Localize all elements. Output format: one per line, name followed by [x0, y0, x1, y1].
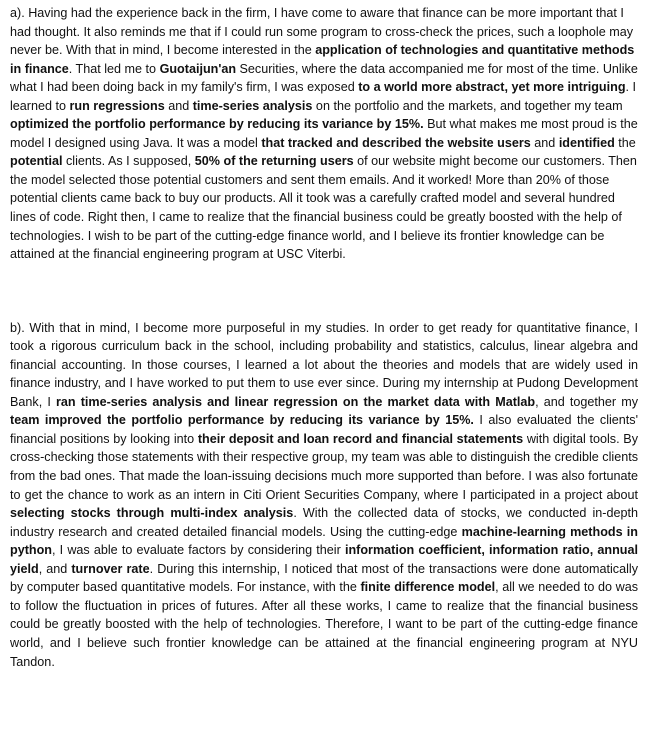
bold-phrase: application of technologies and quantitative methods in finance: [10, 43, 635, 76]
text-run: , I was able to evaluate factors by considering their: [51, 543, 345, 558]
text-run: and: [530, 135, 559, 150]
text-run: of our website might become our customers. Then the model selected those potential customers and sent them emails. And it worked! More than 20% of those potential clients came back to buy our products. All it took was a carefully crafted model and several hundred lines of code. Right then, I came to realize that the financial business could be greatly boosted with the help of technologies. I wish to be part of the cutting-edge finance world, and I believe its frontier knowledge can be attained at the financial engineering program at USC Viterbi.: [10, 154, 637, 262]
bold-phrase: that tracked and described the website users: [261, 135, 531, 150]
bold-phrase: ran time-series analysis and linear regression on the market data with Matlab: [55, 394, 536, 409]
text-run: But what makes me most proud is the model I designed using Java. It was a model: [10, 117, 638, 150]
text-run: I also evaluated the clients' financial positions by looking into: [10, 413, 638, 446]
bold-phrase: run regressions: [69, 98, 165, 113]
bold-phrase: to a world more abstract, yet more intriguing: [358, 80, 626, 95]
paragraph-b: [10, 319, 638, 671]
text-run: . I learned to: [10, 80, 637, 113]
bold-phrase: selecting stocks through multi-index analysis: [10, 506, 294, 521]
text-run: Securities, where the data accompanied me for most of the time. Unlike what I had been doing back in my family's firm, I was exposed: [10, 61, 638, 95]
bold-phrase: turnover rate: [71, 561, 150, 576]
document-body: [10, 4, 638, 671]
text-run: clients. As I supposed,: [62, 154, 195, 169]
text-run: , and together my: [535, 394, 639, 409]
bold-phrase: identified: [558, 135, 615, 150]
paragraph-a: [10, 4, 638, 264]
text-run: . With the collected data of stocks, we conducted in-depth industry research and created detailed financial models. Using the cutting-edge: [10, 506, 638, 539]
bold-phrase: Guotaijun'an: [159, 61, 237, 76]
bold-phrase: machine-learning methods in python: [10, 524, 638, 558]
bold-phrase: their deposit and loan record and financial statements: [197, 431, 524, 446]
text-run: with digital tools. By cross-checking those statements with their respective group, my team was able to distinguish the credible clients from the bad ones. That made the loan-issuing decisions much more supported than before. I was also fortunate to get the chance to work as an intern in Citi Orient Securities Company, where I participated in a project about: [10, 431, 638, 502]
bold-phrase: team improved the portfolio performance by reducing its variance by 15%.: [10, 413, 474, 428]
text-run: the: [614, 135, 636, 150]
text-run: , all we needed to do was to follow the fluctuation in prices of futures. After all these works, I came to realize that the financial business could be greatly boosted with the help of technologies. Therefore, I want to be part of the cutting-edge finance world, and I believe such frontier knowledge can be attained at the financial engineering program at NYU Tandon.: [10, 580, 639, 669]
text-run: a). Having had the experience back in the firm, I have come to aware that finance can be more important that I had thought. It also reminds me that if I could run some program to cross-check the prices, such a loophole may never be. With that in mind, I become interested in the: [10, 6, 633, 58]
text-run: b). With that in mind, I become more purposeful in my studies. In order to get ready for quantitative finance, I took a rigorous curriculum back in the school, including probability and statistics, calculus, linear algebra and financial accounting. In those courses, I learned a lot about the theories and models that are widely used in finance industry, and I have worked to put them to use ever since. During my internship at Pudong Development Bank, I: [10, 320, 638, 409]
text-run: on the portfolio and the markets, and together my team: [312, 98, 623, 113]
text-run: . That led me to: [68, 61, 160, 76]
text-run: and: [164, 98, 193, 113]
bold-phrase: finite difference model: [360, 580, 496, 595]
bold-phrase: potential: [10, 154, 63, 169]
bold-phrase: time-series analysis: [192, 98, 313, 113]
text-run: . During this internship, I noticed that most of the transactions were done automatically by computer based quantitative models. For instance, with the: [10, 561, 638, 595]
bold-phrase: 50% of the returning users: [194, 154, 354, 169]
bold-phrase: information coefficient, information ratio, annual yield: [10, 543, 639, 576]
bold-phrase: optimized the portfolio performance by reducing its variance by 15%.: [10, 117, 424, 132]
text-run: , and: [38, 561, 72, 576]
